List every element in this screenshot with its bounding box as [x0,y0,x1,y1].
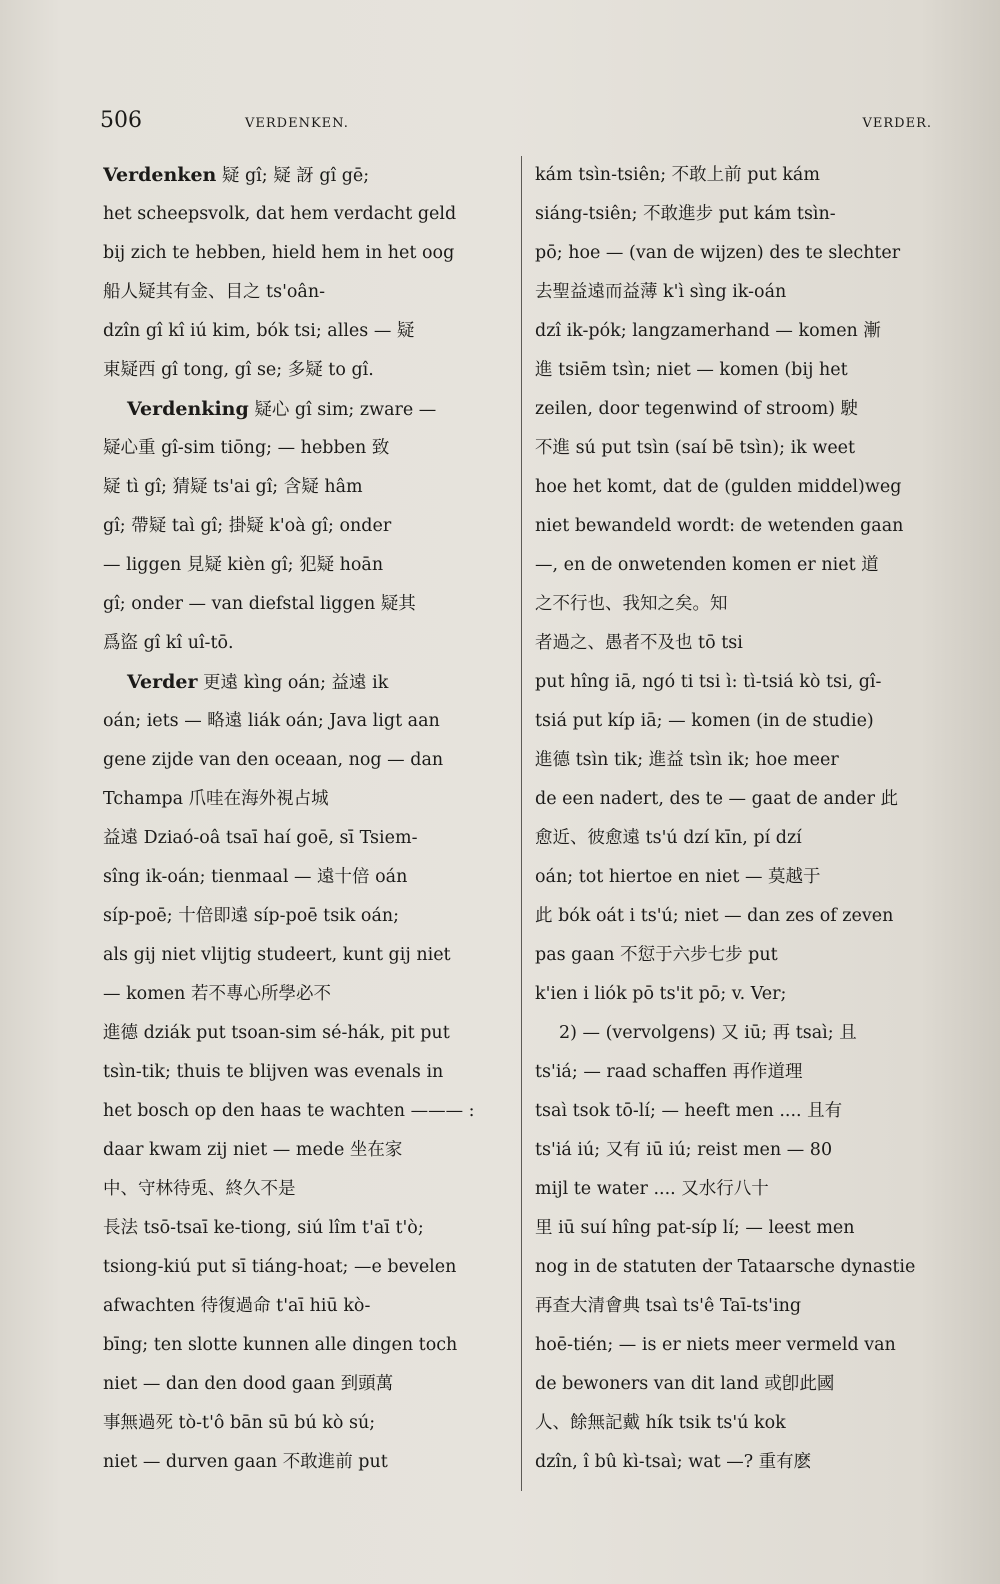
entry-line: put hîng iā, ngó ti tsi ì: tì-tsiá kò tsi, gî- [535,672,882,692]
entry-line: hoē-tién; — is er niets meer vermeld van [535,1335,896,1355]
entry-line: 疑 tì gî; 猜疑 ts'ai gî; 含疑 hâm [103,477,363,497]
entry-line: — komen 若不專心所學必不 [103,984,331,1004]
entry-line: daar kwam zij niet — mede 坐在家 [103,1140,403,1160]
entry-line: 進德 tsìn tik; 進益 tsìn ik; hoe meer [535,750,839,770]
entry-line: 長法 tsō-tsaī ke-tiong, siú lîm t'aī t'ò; [103,1218,424,1238]
entry-line: Verdenken 疑 gî; 疑 訝 gî gē; [103,164,370,186]
entry-line: dzî ik-pók; langzamerhand — komen 漸 [535,321,881,341]
entry-line: 爲盜 gî kî uî-tō. [103,633,234,653]
entry-line: 疑心重 gî-sim tiōng; — hebben 致 [103,438,390,458]
entry-line: 進德 dziák put tsoan-sim sé-hák, pit put [103,1023,450,1043]
entry-line: Verder 更遠 kìng oán; 益遠 ik [127,671,389,693]
headword: Verdenken [103,164,217,186]
entry-line: ts'iá iú; 又有 iū iú; reist men — 80 [535,1140,833,1160]
entry-line: 2) — (vervolgens) 又 iū; 再 tsaì; 且 [559,1023,857,1043]
right-running-title: VERDER. [862,116,932,131]
entry-line: niet — dan den dood gaan 到頭萬 [103,1374,394,1394]
entry-line: 益遠 Dziaó-oâ tsaī haí goē, sī Tsiem- [103,828,418,848]
entry-line: pō; hoe — (van de wijzen) des te slechter [535,243,901,263]
entry-line: mijl te water .... 又水行八十 [535,1179,769,1199]
entry-line: het bosch op den haas te wachten ——— : [103,1101,475,1121]
entry-line: de bewoners van dit land 或卽此國 [535,1374,835,1394]
entry-line: niet bewandeld wordt: de wetenden gaan [535,516,904,536]
running-head [100,108,940,140]
entry-line: 不進 sú put tsìn (saí bē tsìn); ik weet [535,438,856,458]
entry-line: tsiá put kíp iā; — komen (in de studie) [535,711,874,731]
entry-line: 事無過死 tò-t'ô bān sū bú kò sú; [103,1413,376,1433]
entry-line: als gij niet vlijtig studeert, kunt gij niet [103,945,451,965]
entry-line: —, en de onwetenden komen er niet 道 [535,555,879,575]
entry-line: tsiong-kiú put sī tiáng-hoat; —e bevelen [103,1257,457,1277]
entry-line: ts'iá; — raad schaffen 再作道理 [535,1062,803,1082]
entry-line: 里 iū suí hîng pat-síp lí; — leest men [535,1218,855,1238]
entry-line: siáng-tsiên; 不敢進步 put kám tsìn- [535,204,836,224]
right-column [535,156,937,1496]
entry-line: 進 tsiēm tsìn; niet — komen (bij het [535,360,848,380]
entry-line: tsìn-tik; thuis te blijven was evenals in [103,1062,444,1082]
headword: Verder [127,671,198,693]
entry-line: gene zijde van den oceaan, nog — dan [103,750,444,770]
entry-line: de een nadert, des te — gaat de ander 此 [535,789,899,809]
entry-line: tsaì tsok tō-lí; — heeft men .... 且有 [535,1101,843,1121]
entry-line: Verdenking 疑心 gî sim; zware — [127,398,437,420]
entry-line: pas gaan 不愆于六步七步 put [535,945,778,965]
entry-line: dzîn, î bû kì-tsaì; wat —? 重有麽 [535,1452,812,1472]
entry-line: sîng ik-oán; tienmaal — 遠十倍 oán [103,867,408,887]
entry-line: 東疑西 gî tong, gî se; 多疑 to gî. [103,360,374,380]
entry-line: 人、餘無記戴 hík tsik ts'ú kok [535,1413,786,1433]
entry-line: dzîn gî kî iú kim, bók tsi; alles — 疑 [103,321,415,341]
headword: Verdenking [127,398,249,420]
page-number: 506 [100,108,142,133]
entry-line: nog in de statuten der Tataarsche dynastie [535,1257,916,1277]
entry-line: bij zich te hebben, hield hem in het oog [103,243,455,263]
entry-line: hoe het komt, dat de (gulden middel)weg [535,477,902,497]
entry-line: 者過之、愚者不及也 tō tsi [535,633,743,653]
column-divider [521,156,522,1491]
entry-line: niet — durven gaan 不敢進前 put [103,1452,388,1472]
entry-line: oán; iets — 略遠 liák oán; Java ligt aan [103,711,440,731]
entry-line: het scheepsvolk, dat hem verdacht geld [103,204,457,224]
entry-line: 此 bók oát i ts'ú; niet — dan zes of zeven [535,906,894,926]
entry-line: 之不行也、我知之矣。知 [535,594,728,614]
entry-line: oán; tot hiertoe en niet — 莫越于 [535,867,821,887]
entry-line: bīng; ten slotte kunnen alle dingen toch [103,1335,458,1355]
entry-line: 再查大清會典 tsaì ts'ê Taī-ts'ing [535,1296,802,1316]
entry-line: síp-poē; 十倍即遠 síp-poē tsik oán; [103,906,400,926]
entry-line: zeilen, door tegenwind of stroom) 駛 [535,399,859,419]
entry-line: kám tsìn-tsiên; 不敢上前 put kám [535,165,820,185]
left-running-title: VERDENKEN. [245,116,349,131]
entry-line: 中、守林待兎、終久不是 [103,1179,296,1199]
entry-line: afwachten 待復過命 t'aī hiū kò- [103,1296,371,1316]
entry-line: — liggen 見疑 kièn gî; 犯疑 hoān [103,555,384,575]
entry-line: 去聖益遠而益薄 k'ì sìng ik-oán [535,282,787,302]
left-column [103,156,511,1496]
entry-line: k'ien i liók pō ts'it pō; v. Ver; [535,984,787,1004]
entry-line: 船人疑其有金、目之 ts'oân- [103,282,326,302]
entry-line: Tchampa 爪哇在海外視占城 [103,789,329,809]
entry-line: gî; 帶疑 taì gî; 掛疑 k'oà gî; onder [103,516,392,536]
entry-line: gî; onder — van diefstal liggen 疑其 [103,594,416,614]
entry-line: 愈近、彼愈遠 ts'ú dzí kīn, pí dzí [535,828,802,848]
